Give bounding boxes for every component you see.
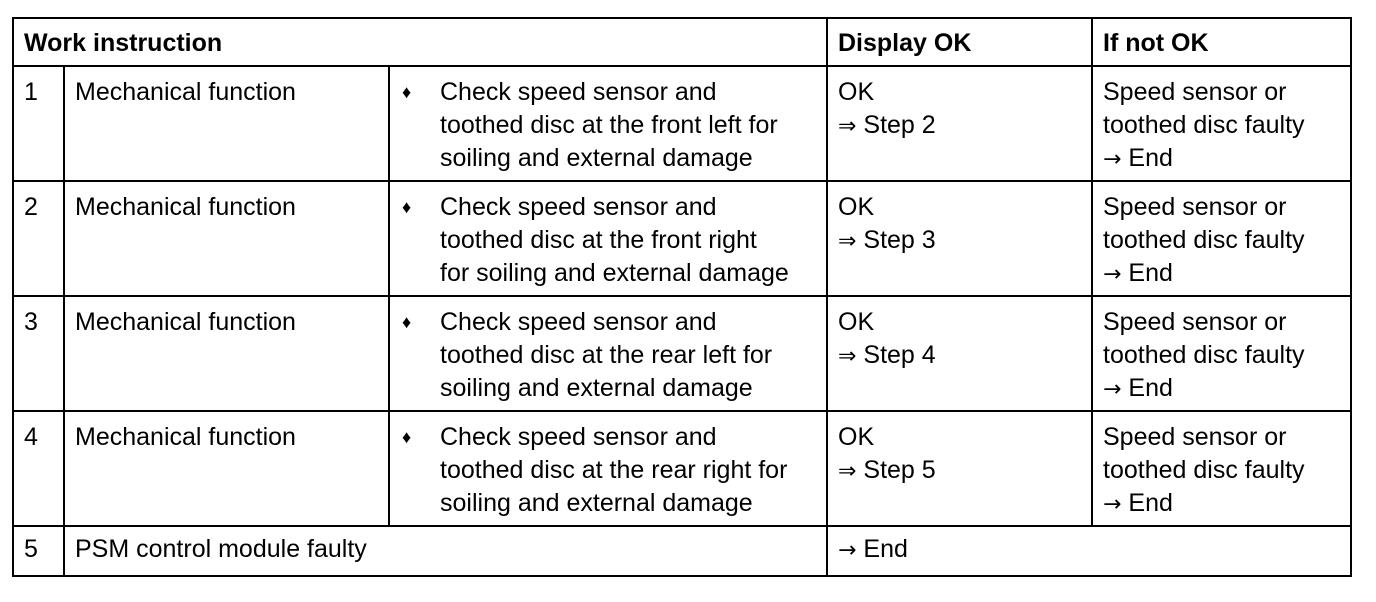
header-row [13, 18, 1351, 66]
step-check-instruction: ♦ Check speed sensor and toothed disc at the front right for soiling and external damage [389, 181, 827, 296]
step-display-ok: OK ⇒ Step 3 [827, 181, 1092, 296]
table-row [13, 296, 1351, 411]
final-step-text: PSM control module faulty [64, 526, 827, 576]
arrow-right-icon: → [1103, 377, 1122, 402]
step-display-ok: OK ⇒ Step 4 [827, 296, 1092, 411]
step-number: 3 [13, 296, 64, 411]
double-arrow-icon: ⇒ [838, 114, 857, 139]
arrow-right-icon: → [838, 538, 857, 563]
step-number: 4 [13, 411, 64, 526]
step-display-ok: OK ⇒ Step 2 [827, 66, 1092, 181]
step-function: Mechanical function [64, 296, 389, 411]
step-if-not-ok: Speed sensor or toothed disc faulty → End [1092, 66, 1351, 181]
step-number: 5 [13, 526, 64, 576]
diamond-bullet-icon: ♦ [402, 82, 412, 102]
step-check-instruction: ♦ Check speed sensor and toothed disc at the rear left for soiling and external damage [389, 296, 827, 411]
double-arrow-icon: ⇒ [838, 229, 857, 254]
arrow-right-icon: → [1103, 492, 1122, 517]
step-check-instruction: ♦ Check speed sensor and toothed disc at the front left for soiling and external damage [389, 66, 827, 181]
arrow-right-icon: → [1103, 147, 1122, 172]
step-display-ok: OK ⇒ Step 5 [827, 411, 1092, 526]
work-instruction-table [12, 17, 1352, 577]
step-number: 2 [13, 181, 64, 296]
step-number: 1 [13, 66, 64, 181]
table-row [13, 181, 1351, 296]
table-row [13, 66, 1351, 181]
table-row [13, 526, 1351, 576]
step-function: Mechanical function [64, 411, 389, 526]
table-row [13, 411, 1351, 526]
step-function: Mechanical function [64, 181, 389, 296]
step-function: Mechanical function [64, 66, 389, 181]
step-if-not-ok: Speed sensor or toothed disc faulty → End [1092, 181, 1351, 296]
diamond-bullet-icon: ♦ [402, 312, 412, 332]
double-arrow-icon: ⇒ [838, 459, 857, 484]
header-if-not-ok: If not OK [1092, 18, 1351, 66]
arrow-right-icon: → [1103, 262, 1122, 287]
header-display-ok: Display OK [827, 18, 1092, 66]
diamond-bullet-icon: ♦ [402, 427, 412, 447]
header-work-instruction: Work instruction [13, 18, 827, 66]
step-check-instruction: ♦ Check speed sensor and toothed disc at the rear right for soiling and external damage [389, 411, 827, 526]
step-if-not-ok: Speed sensor or toothed disc faulty → End [1092, 411, 1351, 526]
double-arrow-icon: ⇒ [838, 344, 857, 369]
step-if-not-ok: Speed sensor or toothed disc faulty → End [1092, 296, 1351, 411]
final-step-result: → End [827, 526, 1351, 576]
diamond-bullet-icon: ♦ [402, 197, 412, 217]
